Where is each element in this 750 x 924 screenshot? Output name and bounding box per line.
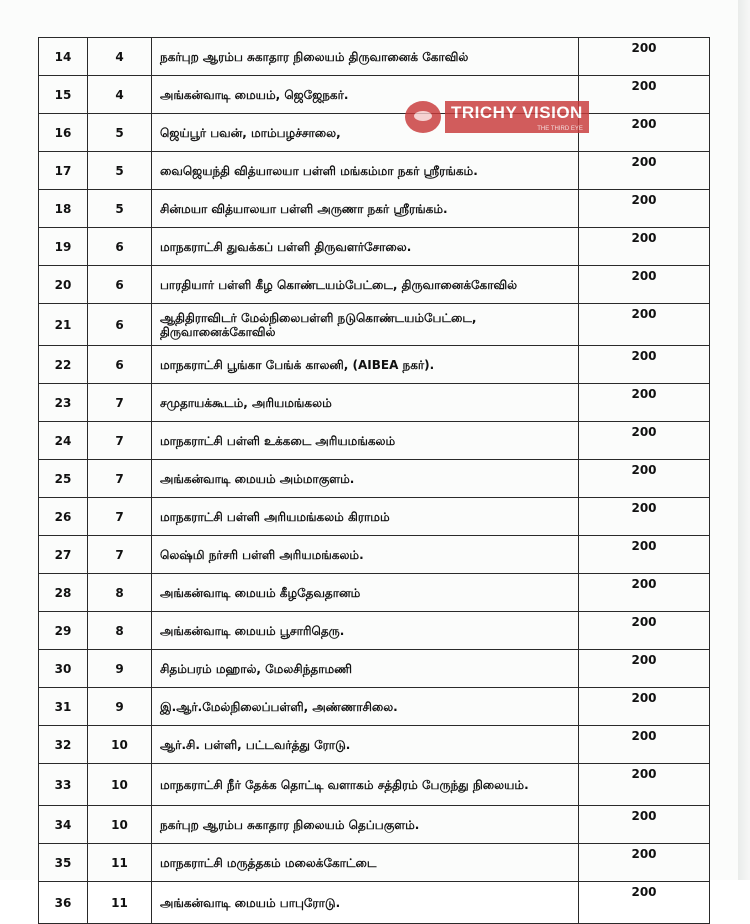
serial-number-cell: 28: [39, 574, 88, 612]
serial-number-cell: 34: [39, 806, 88, 844]
watermark-subtitle: THE THIRD EYE: [445, 125, 589, 133]
polling-station-cell: நகர்புற ஆரம்ப சுகாதார நிலையம் திருவானைக் கோவில்: [152, 38, 579, 76]
ward-number-cell: 7: [88, 498, 152, 536]
table-row: [39, 844, 710, 882]
capacity-cell: 200: [579, 536, 710, 574]
polling-station-cell: அங்கன்வாடி மையம் பூசாரிதெரு.: [152, 612, 579, 650]
serial-number-cell: 36: [39, 882, 88, 924]
ward-number-cell: 5: [88, 152, 152, 190]
polling-station-cell: லெஷ்மி நர்சரி பள்ளி அரியமங்கலம்.: [152, 536, 579, 574]
table-row: [39, 38, 710, 76]
capacity-cell: 200: [579, 114, 710, 152]
watermark-title: TRICHY VISION: [445, 101, 589, 125]
serial-number-cell: 14: [39, 38, 88, 76]
serial-number-cell: 33: [39, 764, 88, 806]
serial-number-cell: 15: [39, 76, 88, 114]
table-row: [39, 460, 710, 498]
ward-number-cell: 7: [88, 536, 152, 574]
page-edge: [738, 0, 750, 880]
table-row: [39, 574, 710, 612]
serial-number-cell: 27: [39, 536, 88, 574]
polling-station-cell: சிதம்பரம் மஹால், மேலசிந்தாமணி: [152, 650, 579, 688]
polling-station-cell: ஆர்.சி. பள்ளி, பட்டவர்த்து ரோடு.: [152, 726, 579, 764]
capacity-cell: 200: [579, 806, 710, 844]
watermark: [405, 101, 589, 133]
polling-station-cell: ஜெய்பூர் பவன், மாம்பழச்சாலை,: [152, 114, 579, 152]
ward-number-cell: 6: [88, 266, 152, 304]
capacity-cell: 200: [579, 384, 710, 422]
ward-number-cell: 5: [88, 190, 152, 228]
ward-number-cell: 9: [88, 688, 152, 726]
ward-number-cell: 10: [88, 806, 152, 844]
capacity-cell: 200: [579, 498, 710, 536]
capacity-cell: 200: [579, 688, 710, 726]
table-row: [39, 114, 710, 152]
ward-number-cell: 11: [88, 844, 152, 882]
serial-number-cell: 25: [39, 460, 88, 498]
polling-station-cell: மாநகராட்சி பள்ளி உக்கடை அரியமங்கலம்: [152, 422, 579, 460]
eye-logo-icon: [405, 101, 441, 133]
serial-number-cell: 29: [39, 612, 88, 650]
capacity-cell: 200: [579, 460, 710, 498]
polling-station-cell: மாநகராட்சி பூங்கா பேங்க் காலனி, (AIBEA நகர்).: [152, 346, 579, 384]
serial-number-cell: 21: [39, 304, 88, 346]
capacity-cell: 200: [579, 882, 710, 924]
table-row: [39, 536, 710, 574]
table-row: [39, 422, 710, 460]
polling-station-cell: மாநகராட்சி நீர் தேக்க தொட்டி வளாகம் சத்திரம் பேருந்து நிலையம்.: [152, 764, 579, 806]
ward-number-cell: 8: [88, 574, 152, 612]
ward-number-cell: 7: [88, 384, 152, 422]
capacity-cell: 200: [579, 76, 710, 114]
ward-number-cell: 7: [88, 422, 152, 460]
ward-number-cell: 9: [88, 650, 152, 688]
ward-number-cell: 11: [88, 882, 152, 924]
ward-number-cell: 4: [88, 38, 152, 76]
polling-station-cell: மாநகராட்சி மருத்தகம் மலைக்கோட்டை: [152, 844, 579, 882]
serial-number-cell: 24: [39, 422, 88, 460]
table-row: [39, 612, 710, 650]
capacity-cell: 200: [579, 422, 710, 460]
capacity-cell: 200: [579, 228, 710, 266]
ward-number-cell: 10: [88, 726, 152, 764]
capacity-cell: 200: [579, 152, 710, 190]
polling-station-cell: சின்மயா வித்யாலயா பள்ளி அருணா நகர் ஸ்ரீரங்கம்.: [152, 190, 579, 228]
capacity-cell: 200: [579, 574, 710, 612]
table-row: [39, 304, 710, 346]
table-row: [39, 726, 710, 764]
table-row: [39, 650, 710, 688]
ward-number-cell: 6: [88, 304, 152, 346]
table-row: [39, 228, 710, 266]
capacity-cell: 200: [579, 38, 710, 76]
ward-number-cell: 6: [88, 346, 152, 384]
serial-number-cell: 18: [39, 190, 88, 228]
serial-number-cell: 23: [39, 384, 88, 422]
serial-number-cell: 17: [39, 152, 88, 190]
polling-station-cell: அங்கன்வாடி மையம் அம்மாகுளம்.: [152, 460, 579, 498]
ward-number-cell: 10: [88, 764, 152, 806]
polling-station-cell: நகர்புற ஆரம்ப சுகாதார நிலையம் தெப்பகுளம்.: [152, 806, 579, 844]
capacity-cell: 200: [579, 612, 710, 650]
watermark-text: [445, 101, 589, 133]
polling-station-table: [38, 37, 710, 924]
serial-number-cell: 31: [39, 688, 88, 726]
table-row: [39, 806, 710, 844]
capacity-cell: 200: [579, 346, 710, 384]
capacity-cell: 200: [579, 190, 710, 228]
polling-station-cell: வைஜெயந்தி வித்யாலயா பள்ளி மங்கம்மா நகர் ஸ்ரீரங்கம்.: [152, 152, 579, 190]
table-row: [39, 266, 710, 304]
ward-number-cell: 4: [88, 76, 152, 114]
table-row: [39, 152, 710, 190]
capacity-cell: 200: [579, 844, 710, 882]
capacity-cell: 200: [579, 266, 710, 304]
serial-number-cell: 32: [39, 726, 88, 764]
serial-number-cell: 19: [39, 228, 88, 266]
serial-number-cell: 22: [39, 346, 88, 384]
ward-number-cell: 6: [88, 228, 152, 266]
capacity-cell: 200: [579, 726, 710, 764]
polling-station-cell: பாரதியார் பள்ளி கீழ கொண்டயம்பேட்டை, திருவானைக்கோவில்: [152, 266, 579, 304]
serial-number-cell: 35: [39, 844, 88, 882]
table-body: [39, 38, 710, 924]
polling-station-cell: அங்கன்வாடி மையம் கீழதேவதானம்: [152, 574, 579, 612]
polling-station-cell: அங்கன்வாடி மையம் பாபுரோடு.: [152, 882, 579, 924]
table-row: [39, 76, 710, 114]
serial-number-cell: 16: [39, 114, 88, 152]
polling-station-cell: ஆதிதிராவிடர் மேல்நிலைபள்ளி நடுகொண்டயம்பேட்டை, திருவானைக்கோவில்: [152, 304, 579, 346]
table-row: [39, 498, 710, 536]
table-row: [39, 190, 710, 228]
table-row: [39, 384, 710, 422]
polling-station-cell: அங்கன்வாடி மையம், ஜெஜேநகர்.: [152, 76, 579, 114]
ward-number-cell: 5: [88, 114, 152, 152]
capacity-cell: 200: [579, 304, 710, 346]
table-row: [39, 688, 710, 726]
polling-station-cell: இ.ஆர்.மேல்நிலைப்பள்ளி, அண்ணாசிலை.: [152, 688, 579, 726]
capacity-cell: 200: [579, 764, 710, 806]
table-row: [39, 882, 710, 924]
ward-number-cell: 7: [88, 460, 152, 498]
table-row: [39, 764, 710, 806]
table-row: [39, 346, 710, 384]
ward-number-cell: 8: [88, 612, 152, 650]
capacity-cell: 200: [579, 650, 710, 688]
polling-station-cell: மாநகராட்சி பள்ளி அரியமங்கலம் கிராமம்: [152, 498, 579, 536]
serial-number-cell: 20: [39, 266, 88, 304]
polling-station-cell: சமுதாயக்கூடம், அரியமங்கலம்: [152, 384, 579, 422]
serial-number-cell: 26: [39, 498, 88, 536]
polling-station-cell: மாநகராட்சி துவக்கப் பள்ளி திருவளர்சோலை.: [152, 228, 579, 266]
serial-number-cell: 30: [39, 650, 88, 688]
